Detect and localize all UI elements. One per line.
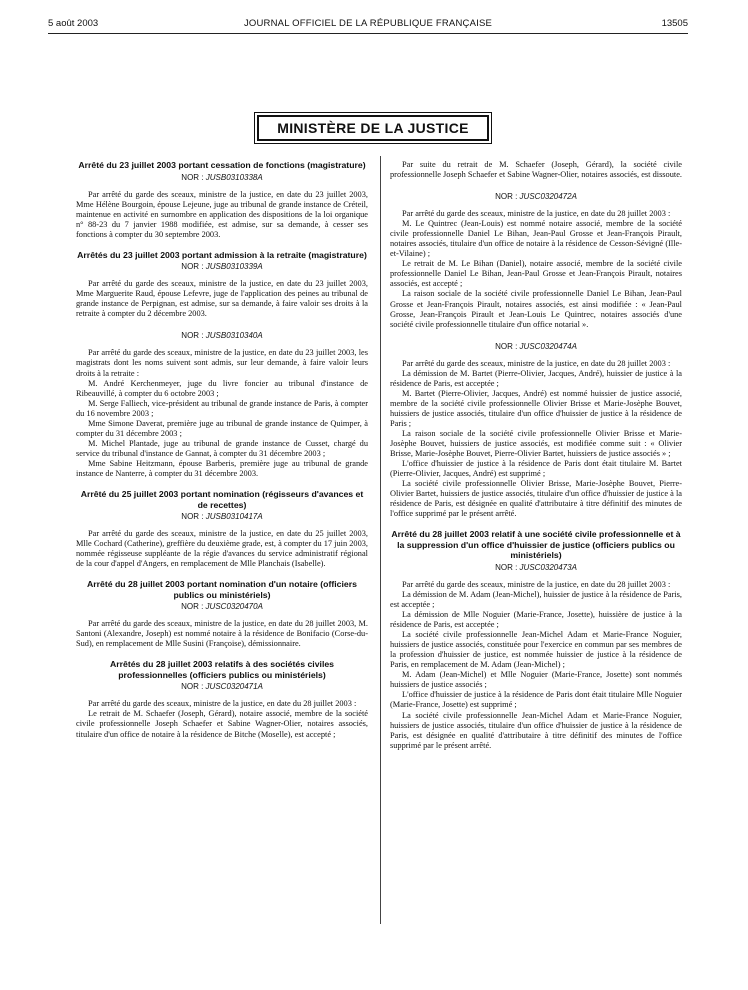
paragraph: La démission de M. Bartet (Pierre-Olivier, Jacques, André), huissier de justice à la résidence de Paris, est acceptée ;: [390, 368, 682, 388]
paragraph: Le retrait de M. Le Bihan (Daniel), notaire associé, membre de la société civile professionnelle Daniel Le Bihan, Jean-Paul Grosse et Jean-François Pirault, notaires associés, est accepté ;: [390, 259, 682, 289]
nor-reference: NOR : JUSC0320473A: [495, 562, 577, 572]
paragraph: La société civile professionnelle Olivier Brisse, Marie-Josèphe Bouvet, Pierre-Olivier Bartet, huissiers de justice associés, titulaire d'un office d'huissier de justice à la résidence de Paris, est désignée en qualité d'attributaire à titre définitif des minutes de l'office supprimé par le présent arrêté.: [390, 479, 682, 519]
paragraph: M. Adam (Jean-Michel) et Mlle Noguier (Marie-France, Josette) sont nommés huissiers de justice associés ;: [390, 670, 682, 690]
right-column: [390, 160, 682, 751]
paragraph: Mme Simone Daverat, première juge au tribunal de grande instance de Quimper, à compter du 31 décembre 2003 ;: [76, 418, 368, 438]
paragraph: M. André Kerchenmeyer, juge du livre foncier au tribunal d'instance de Ribeauvillé, à compter du 6 octobre 2003 ;: [76, 378, 368, 398]
paragraph: La société civile professionnelle Jean-Michel Adam et Marie-France Noguier, huissiers de justice associés, titulaire d'un office d'huissier de justice à la résidence de Paris, est désignée en qualité d'attributaire à titre définitif des minutes de l'office supprimé par le présent arrêté.: [390, 710, 682, 750]
column-divider: [380, 156, 381, 924]
paragraph: Par arrêté du garde des sceaux, ministre de la justice, en date du 23 juillet 2003, Mme Marguerite Raud, épouse Lefevre, juge de l'application des peines au tribunal de grande instance de Perpignan, est admise, sur sa demande, à faire valoir ses droits à la retraite à compter du 2 décembre 2003.: [76, 279, 368, 319]
issue-date: 5 août 2003: [48, 18, 99, 29]
section-title: Arrêté du 25 juillet 2003 portant nomination (régisseurs d'avances et de recettes): [80, 489, 364, 510]
paragraph: La démission de M. Adam (Jean-Michel), huissier de justice à la résidence de Paris, est acceptée ;: [390, 589, 682, 609]
section-title: Arrêtés du 28 juillet 2003 relatifs à des sociétés civiles professionnelles (officiers publics ou ministériels): [109, 659, 335, 680]
nor-reference: NOR : JUSB0310417A: [181, 512, 263, 522]
nor-reference: NOR : JUSC0320471A: [181, 682, 263, 692]
section-title: Arrêté du 23 juillet 2003 portant cessation de fonctions (magistrature): [78, 160, 366, 170]
journal-title: JOURNAL OFFICIEL DE LA RÉPUBLIQUE FRANÇAISE: [243, 18, 493, 29]
paragraph: Par arrêté du garde des sceaux, ministre de la justice, en date du 28 juillet 2003 :: [88, 699, 357, 709]
nor-reference: NOR : JUSB0310338A: [181, 172, 263, 182]
paragraph: Mme Sabine Heitzmann, épouse Barberis, première juge au tribunal de grande instance de Nanterre, à compter du 31 décembre 2003.: [76, 458, 368, 478]
paragraph: Par arrêté du garde des sceaux, ministre de la justice, en date du 28 juillet 2003 :: [402, 579, 671, 589]
paragraph: Par arrêté du garde des sceaux, ministre de la justice, en date du 23 juillet 2003, les magistrats dont les noms suivent sont admis, sur leur demande, à faire valoir leurs droits à la retraite :: [76, 348, 368, 378]
paragraph: La démission de Mlle Noguier (Marie-France, Josette), huissière de justice à la résidence de Paris, est acceptée ;: [390, 610, 682, 630]
paragraph: La société civile professionnelle Jean-Michel Adam et Marie-France Noguier, huissiers de justice associés, constituée pour l'exercice en commun par ses membres de la profession d'huissier de justice, est nommée huissier de justice à la résidence de Paris, en remplacement de M. Adam (Jean-Michel) ;: [390, 630, 682, 670]
paragraph: Par arrêté du garde des sceaux, ministre de la justice, en date du 28 juillet 2003, M. Santoni (Alexandre, Joseph) est nommé notaire à la résidence de Bonifacio (Corse-du-Sud), en remplacement de Mlle Susini (Françoise), démissionnaire.: [76, 619, 368, 649]
paragraph: M. Serge Falliech, vice-président au tribunal de grande instance de Paris, à compter du 16 novembre 2003 ;: [76, 398, 368, 418]
ministry-title: MINISTÈRE DE LA JUSTICE: [257, 115, 489, 141]
paragraph: L'office d'huissier de justice à la résidence de Paris dont était titulaire Mlle Noguier (Marie-France, Josette) est supprimé ;: [390, 690, 682, 710]
nor-reference: NOR : JUSB0310340A: [181, 331, 263, 341]
paragraph: Par suite du retrait de M. Schaefer (Joseph, Gérard), la société civile professionnelle Joseph Schaefer et Sabine Wagner-Olier, notaires associés, est dissoute.: [390, 160, 683, 180]
section-title: Arrêté du 28 juillet 2003 portant nomination d'un notaire (officiers publics ou ministériels): [87, 579, 357, 600]
paragraph: Par arrêté du garde des sceaux, ministre de la justice, en date du 28 juillet 2003 :: [402, 358, 671, 368]
paragraph: La raison sociale de la société civile professionnelle Olivier Brisse et Marie-Josèphe Bouvet, huissiers de justice associés, est modifiée comme suit : « Olivier Brisse, Marie-Josèphe Bouvet, Pierre-Olivier Bartet, huissiers de justice associés » ;: [390, 428, 682, 459]
paragraph: M. Le Quintrec (Jean-Louis) est nommé notaire associé, membre de la société civile professionnelle Daniel Le Bihan, Jean-Paul Grosse et Jean-François Pirault, notaires associés, titulaire d'un office de notaire à la résidence de Cesson-Sévigné (Ille-et-Vilaine) ;: [390, 219, 682, 259]
section-title: Arrêté du 28 juillet 2003 relatif à une société civile professionnelle et à la suppression d'un office d'huissier de justice (officiers publics ou ministériels): [391, 529, 681, 561]
page-number: 13505: [661, 18, 688, 29]
paragraph: Par arrêté du garde des sceaux, ministre de la justice, en date du 23 juillet 2003, Mme Hélène Bourgoin, épouse Lejeune, juge au tribunal de grande instance de Créteil, maintenue en activité en surnombre en application des dispositions de la loi organique n° 88-23 du 7 janvier 1988 modifiée, est admise, sur sa demande, à cesser ses fonctions à compter du 30 septembre 2003.: [76, 189, 368, 239]
paragraph: Par arrêté du garde des sceaux, ministre de la justice, en date du 25 juillet 2003, Mlle Cochard (Catherine), greffière du deuxième grade, est, à compter du 17 juin 2003, nommée régisseuse suppléante de la régie d'avances du service administratif régional de la cour d'appel d'Angers, en remplacement de Mlle Planchais (Isabelle).: [76, 529, 369, 569]
paragraph: La raison sociale de la société civile professionnelle Daniel Le Bihan, Jean-Paul Grosse et Jean-François Pirault, notaires associés, est ainsi modifiée : « Jean-Paul Grosse, Jean-François Pirault et Jean-Louis Le Quintrec, notaires associés d'une société civile professionnelle titulaire d'un office notarial ».: [390, 289, 682, 329]
page-header: [48, 18, 688, 34]
paragraph: Par arrêté du garde des sceaux, ministre de la justice, en date du 28 juillet 2003 :: [402, 209, 671, 219]
nor-reference: NOR : JUSC0320472A: [495, 192, 577, 202]
paragraph: L'office d'huissier de justice à la résidence de Paris dont était titulaire M. Bartet (Pierre-Olivier, Jacques, André) est supprimé ;: [390, 459, 682, 479]
nor-reference: NOR : JUSC0320474A: [495, 341, 577, 351]
paragraph: M. Bartet (Pierre-Olivier, Jacques, André) est nommé huissier de justice associé, membre de la société civile professionnelle Olivier Brisse et Marie-Josèphe Bouvet, huissiers de justice associés, titulaire d'un office d'huissier de justice à la résidence de Paris ;: [390, 388, 682, 428]
header-rule: [48, 33, 688, 34]
paragraph: Le retrait de M. Schaefer (Joseph, Gérard), notaire associé, membre de la société civile professionnelle Joseph Schaefer et Sabine Wagner-Olier, notaires associés, titulaire d'un office de notaire à la résidence de Bitche (Moselle), est accepté ;: [76, 709, 368, 739]
nor-reference: NOR : JUSC0320470A: [181, 602, 263, 612]
paragraph: M. Michel Plantade, juge au tribunal de grande instance de Cusset, chargé du service du tribunal d'instance de Gannat, à compter du 31 décembre 2003 ;: [76, 438, 368, 458]
left-column: [76, 160, 368, 740]
nor-reference: NOR : JUSB0310339A: [181, 262, 263, 272]
section-title: Arrêtés du 23 juillet 2003 portant admission à la retraite (magistrature): [77, 249, 367, 260]
